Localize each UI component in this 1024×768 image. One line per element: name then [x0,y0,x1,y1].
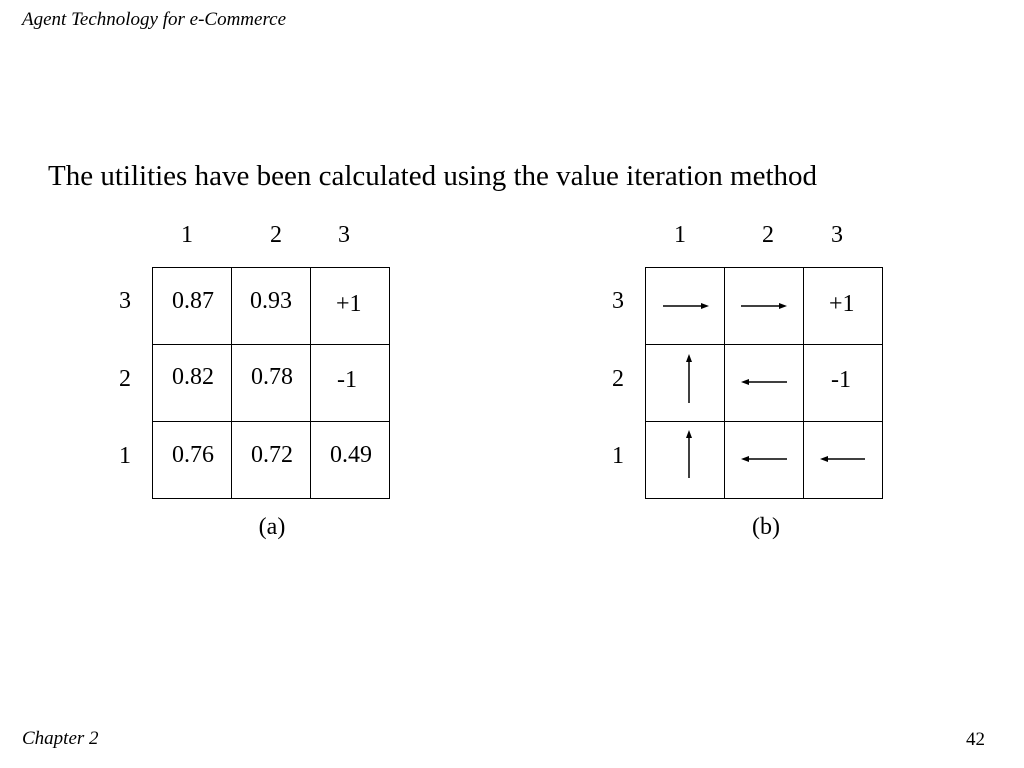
grid-cell [232,345,311,422]
policy-grid [645,267,883,499]
grid-row [646,345,883,422]
grid-cell [646,422,725,499]
slide-title: The utilities have been calculated using the value iteration method [48,160,818,192]
grid-a-row-label-2: 2 [119,366,131,392]
utility-value: 0.87 [172,288,214,314]
grid-b-row-label-3: 3 [612,288,624,314]
left-arrow-icon [725,345,804,422]
grid-row [153,268,390,345]
right-arrow-icon [646,268,725,345]
grid-a-col-label-3: 3 [338,222,350,248]
grid-cell [804,345,883,422]
grid-cell [804,422,883,499]
left-arrow-icon [725,422,804,499]
grid-cell [232,268,311,345]
grid-b-col-label-1: 1 [674,222,686,248]
grid-cell [646,268,725,345]
grid-row [153,345,390,422]
grid-cell [153,268,232,345]
terminal-value: +1 [829,291,855,317]
utility-value: 0.78 [251,364,293,390]
right-arrow-icon [725,268,804,345]
grid-b-row-label-1: 1 [612,443,624,469]
terminal-value: -1 [337,367,357,393]
grid-cell [725,422,804,499]
page-number: 42 [966,729,985,750]
utility-value: 0.82 [172,364,214,390]
grid-a-col-label-1: 1 [181,222,193,248]
grid-row [646,268,883,345]
up-arrow-icon [646,422,725,499]
caption-b: (b) [752,514,780,540]
grid-cell [153,345,232,422]
grid-a-row-label-3: 3 [119,288,131,314]
grid-cell [153,422,232,499]
grid-cell [725,345,804,422]
grid-row [153,422,390,499]
utility-grid [152,267,390,499]
footer-chapter: Chapter 2 [22,728,99,749]
left-arrow-icon [804,422,883,499]
utility-value: 0.76 [172,442,214,468]
grid-cell [311,345,390,422]
utility-value: 0.93 [250,288,292,314]
grid-cell [646,345,725,422]
utility-value: 0.72 [251,442,293,468]
terminal-value: +1 [336,291,362,317]
grid-cell [232,422,311,499]
caption-a: (a) [258,514,286,540]
grid-b-col-label-2: 2 [762,222,774,248]
grid-a-col-label-2: 2 [270,222,282,248]
utility-value: 0.49 [330,442,372,468]
grid-cell [725,268,804,345]
grid-cell [311,422,390,499]
grid-b-row-label-2: 2 [612,366,624,392]
grid-cell [804,268,883,345]
grid-b-col-label-3: 3 [831,222,843,248]
up-arrow-icon [646,345,725,422]
header-title: Agent Technology for e-Commerce [22,9,287,30]
grid-a-row-label-1: 1 [119,443,131,469]
grid-row [646,422,883,499]
terminal-value: -1 [831,367,851,393]
grid-cell [311,268,390,345]
